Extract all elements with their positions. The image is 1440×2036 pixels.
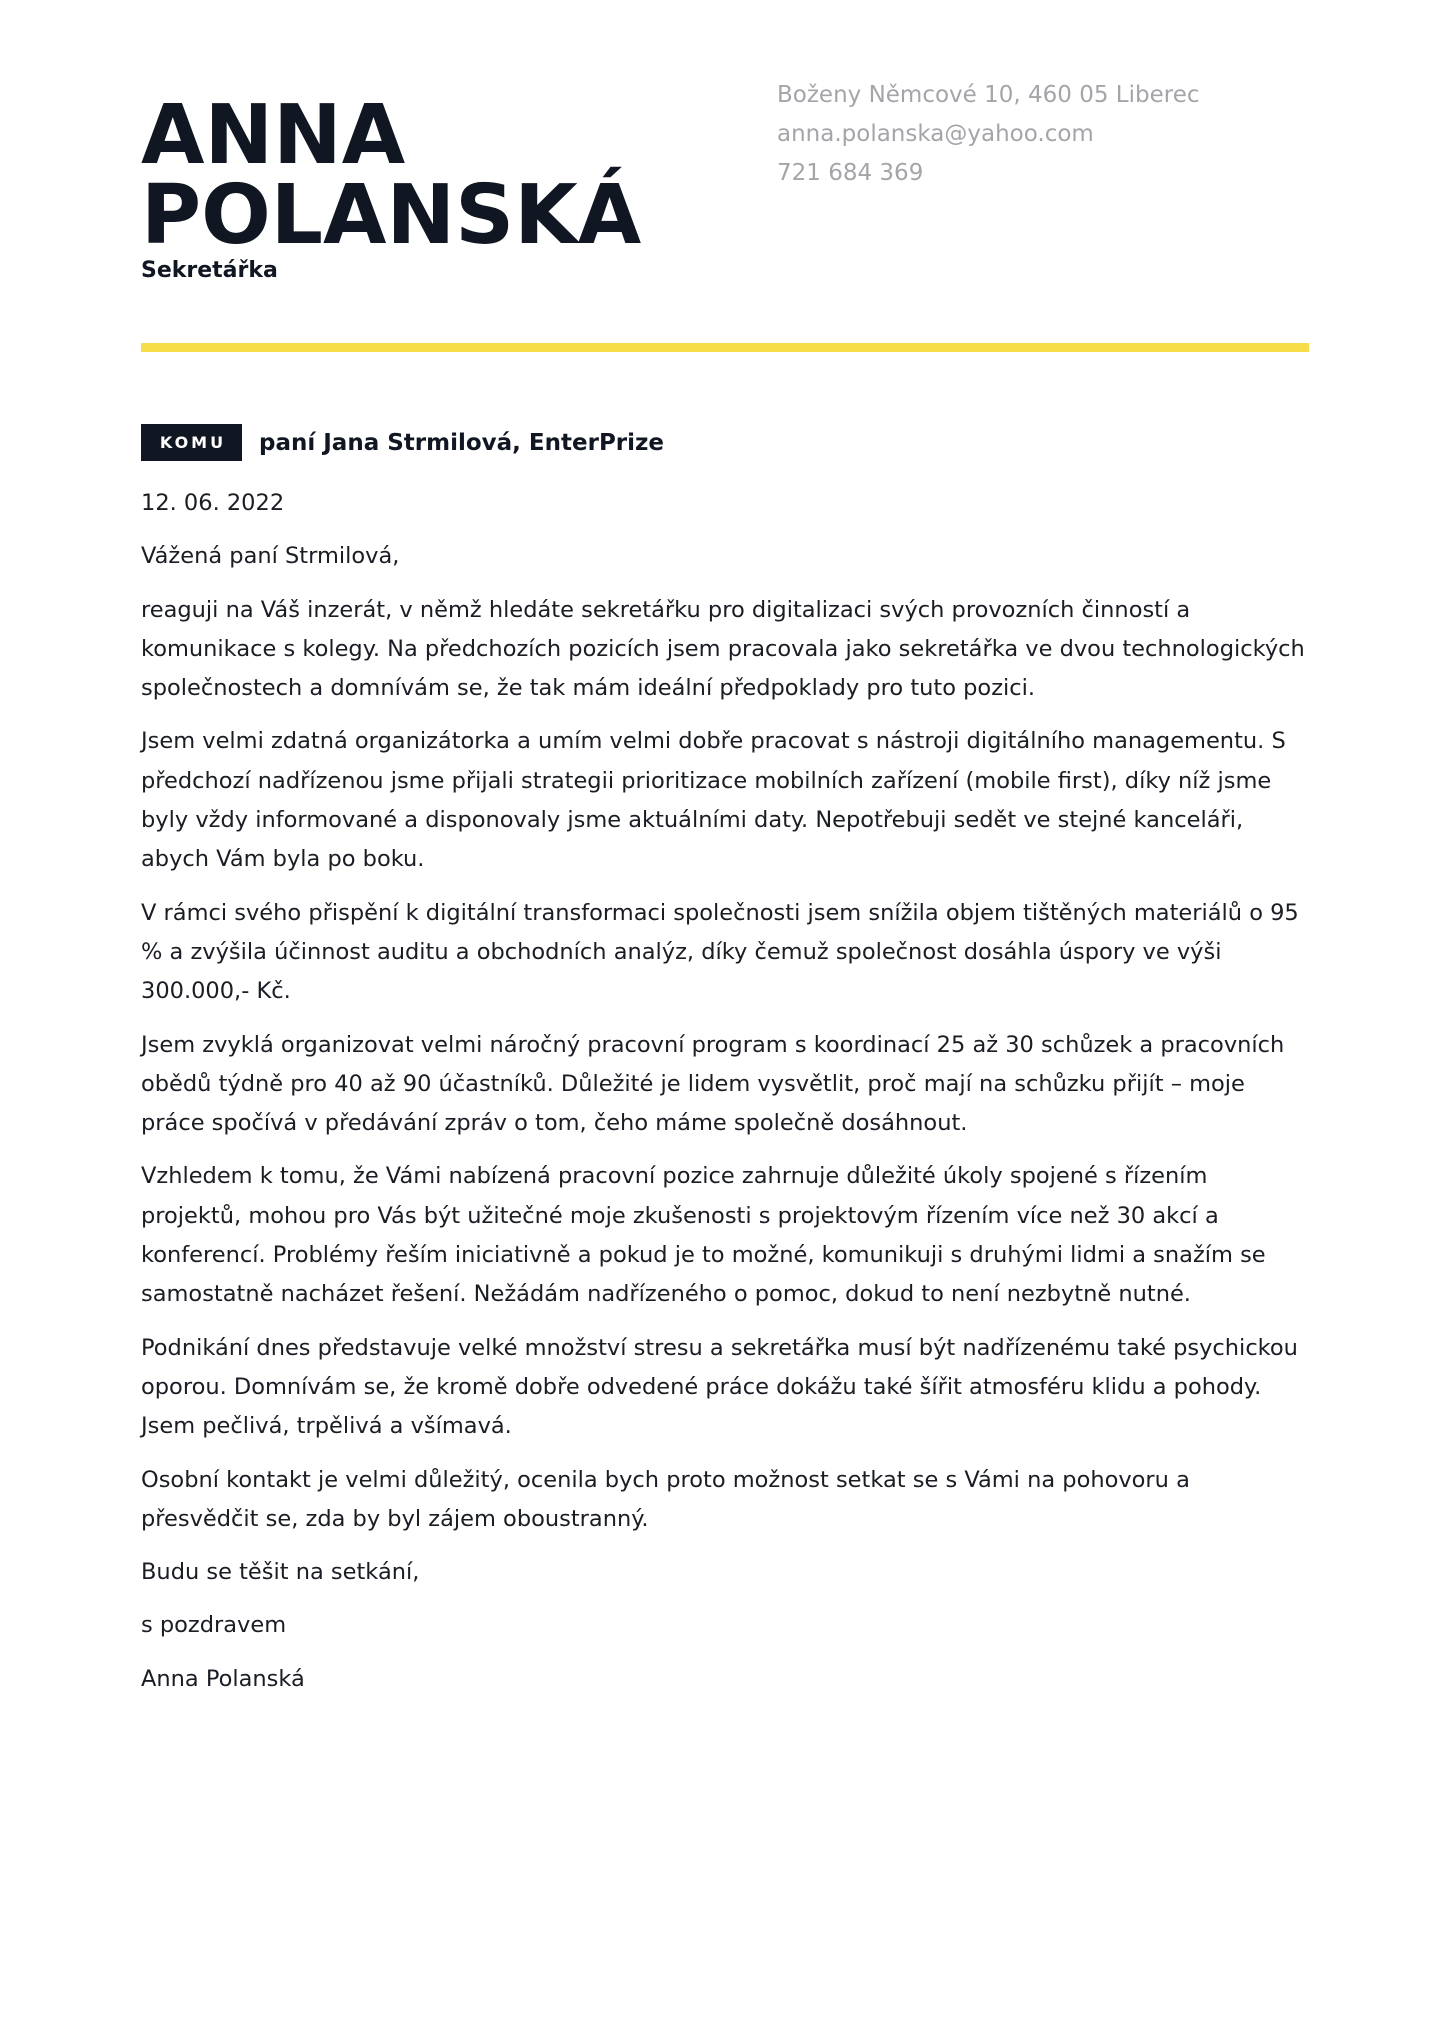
letter-regards: s pozdravem: [141, 1612, 287, 1639]
contact-phone: 721 684 369: [777, 160, 924, 186]
contact-block: [777, 76, 1200, 193]
letter-paragraph: reaguji na Váš inzerát, v němž hledáte sekretářku pro digitalizaci svých provozních činností a komunikace s kolegy. Na předchozích pozicích jsem pracovala jako sekretářka ve dvou technologických společnostech a domnívám se, že tak mám ideální předpoklady pro tuto pozici.: [141, 596, 1305, 702]
recipient-tag: KOMU: [141, 424, 242, 461]
job-title: Sekretářka: [141, 258, 278, 283]
letter-paragraph: Osobní kontakt je velmi důležitý, ocenila bych proto možnost setkat se s Vámi na pohovoru a přesvědčit se, zda by byl zájem oboustranný.: [141, 1466, 1190, 1532]
letter-closing: Budu se těšit na setkání,: [141, 1559, 420, 1586]
contact-email: anna.polanska@yahoo.com: [777, 121, 1094, 147]
applicant-name: [141, 88, 642, 263]
contact-address: Boženy Němcové 10, 460 05 Liberec: [777, 82, 1200, 108]
letter-paragraph: Vzhledem k tomu, že Vámi nabízená pracovní pozice zahrnuje důležité úkoly spojené s řízením projektů, mohou pro Vás být užitečné moje zkušenosti s projektovým řízením více než 30 akcí a konferencí. Problémy řeším iniciativně a pokud je to možné, komunikuji s druhými lidmi a snažím se samostatně nacházet řešení. Nežádám nadřízeného o pomoc, dokud to není nezbytně nutné.: [141, 1163, 1266, 1308]
letter-paragraph: V rámci svého přispění k digitální transformaci společnosti jsem snížila objem tištěných materiálů o 95 % a zvýšila účinnost auditu a obchodních analýz, díky čemuž společnost dosáhla úspory ve výši 300.000,- Kč.: [141, 899, 1299, 1005]
letter-paragraph: Podnikání dnes představuje velké množství stresu a sekretářka musí být nadřízenému také psychickou oporou. Domnívám se, že kromě dobře odvedené práce dokážu také šířit atmosféru klidu a pohody. Jsem pečlivá, trpělivá a všímavá.: [141, 1334, 1298, 1440]
letter-paragraph: Jsem zvyklá organizovat velmi náročný pracovní program s koordinací 25 až 30 schůzek a pracovních obědů týdně pro 40 až 90 účastníků. Důležité je lidem vysvětlit, proč mají na schůzku přijít – moje práce spočívá v předávání zpráv o tom, čeho máme společně dosáhnout.: [141, 1031, 1285, 1137]
letter-date: 12. 06. 2022: [141, 490, 285, 516]
name-first-line: ANNA: [141, 88, 406, 183]
recipient-name: paní Jana Strmilová, EnterPrize: [259, 429, 665, 456]
letter-paragraph: Jsem velmi zdatná organizátorka a umím velmi dobře pracovat s nástroji digitálního managementu. S předchozí nadřízenou jsme přijali strategii prioritizace mobilních zařízení (mobile first), díky níž jsme byly vždy informované a disponovaly jsme aktuálními daty. Nepotřebuji sedět ve stejné kanceláři, abych Vám byla po boku.: [141, 728, 1286, 873]
name-second-line: POLANSKÁ: [141, 168, 642, 263]
recipient-line: [141, 424, 664, 461]
letter-signature: Anna Polanská: [141, 1665, 305, 1692]
accent-divider: [141, 343, 1309, 352]
letter-body: [141, 484, 1313, 1713]
letter-salutation: Vážená paní Strmilová,: [141, 543, 400, 570]
